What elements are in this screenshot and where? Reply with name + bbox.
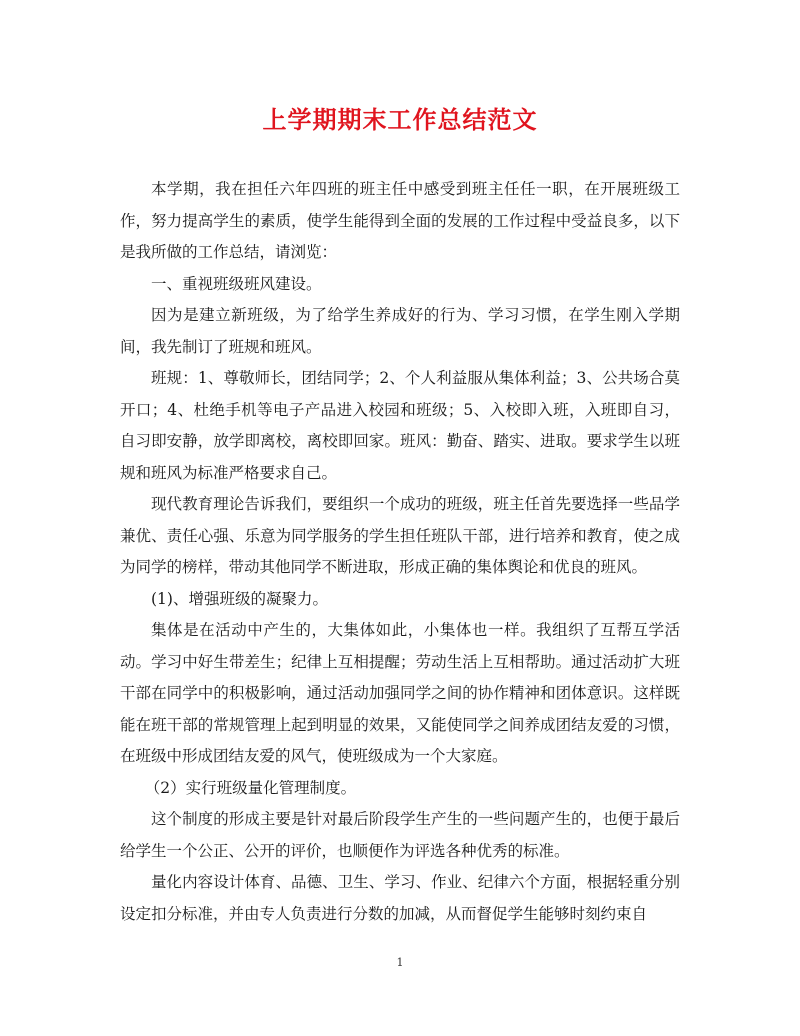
paragraph-quantified-content: 量化内容设计体育、品德、卫生、学习、作业、纪律六个方面，根据轻重分别设定扣分标准，并由专人负责进行分数的加减，从而督促学生能够时刻约束自 <box>120 873 680 923</box>
page-number: 1 <box>396 956 404 969</box>
paragraph-education-theory: 现代教育理论告诉我们，要组织一个成功的班级，班主任首先要选择一些品学兼优、责任心强、乐意为同学服务的学生担任班队干部，进行培养和教育，使之成为同学的榜样，带动其他同学不断进取，形成正确的集体舆论和优良的班风。 <box>120 495 680 576</box>
paragraph-intro: 本学期，我在担任六年四班的班主任中感受到班主任任一职，在开展班级工作，努力提高学生的素质，使学生能得到全面的发展的工作过程中受益良多，以下是我所做的工作总结，请浏览： <box>120 180 680 261</box>
document-title: 上学期期末工作总结范文 <box>262 105 538 134</box>
section-heading-1: 一、重视班级班风建设。 <box>151 274 322 293</box>
paragraph-collective: 集体是在活动中产生的，大集体如此，小集体也一样。我组织了互帮互学活动。学习中好生带差生；纪律上互相提醒；劳动生活上互相帮助。通过活动扩大班干部在同学中的积极影响，通过活动加强同学之间的协作精神和团体意识。这样既能在班干部的常规管理上起到明显的效果，又能使同学之间养成团结友爱的习惯，在班级中形成团结友爱的风气，使班级成为一个大家庭。 <box>120 621 680 765</box>
document-body <box>120 174 680 930</box>
subheading-quantified-management: （2）实行班级量化管理制度。 <box>144 778 357 797</box>
paragraph-class-rules: 班规：1、尊敬师长，团结同学；2、个人利益服从集体利益；3、公共场合莫开口；4、杜绝手机等电子产品进入校园和班级；5、入校即入班，入班即自习，自习即安静，放学即离校，离校即回家。班风：勤奋、踏实、进取。要求学生以班规和班风为标准严格要求自己。 <box>120 369 680 482</box>
paragraph-new-class: 因为是建立新班级，为了给学生养成好的行为、学习习惯，在学生刚入学期间，我先制订了班规和班风。 <box>120 306 680 356</box>
paragraph-system-formation: 这个制度的形成主要是针对最后阶段学生产生的一些问题产生的，也便于最后给学生一个公正、公开的评价，也顺便作为评选各种优秀的标准。 <box>120 810 680 860</box>
subheading-cohesion: (1)、增强班级的凝聚力。 <box>151 589 328 608</box>
